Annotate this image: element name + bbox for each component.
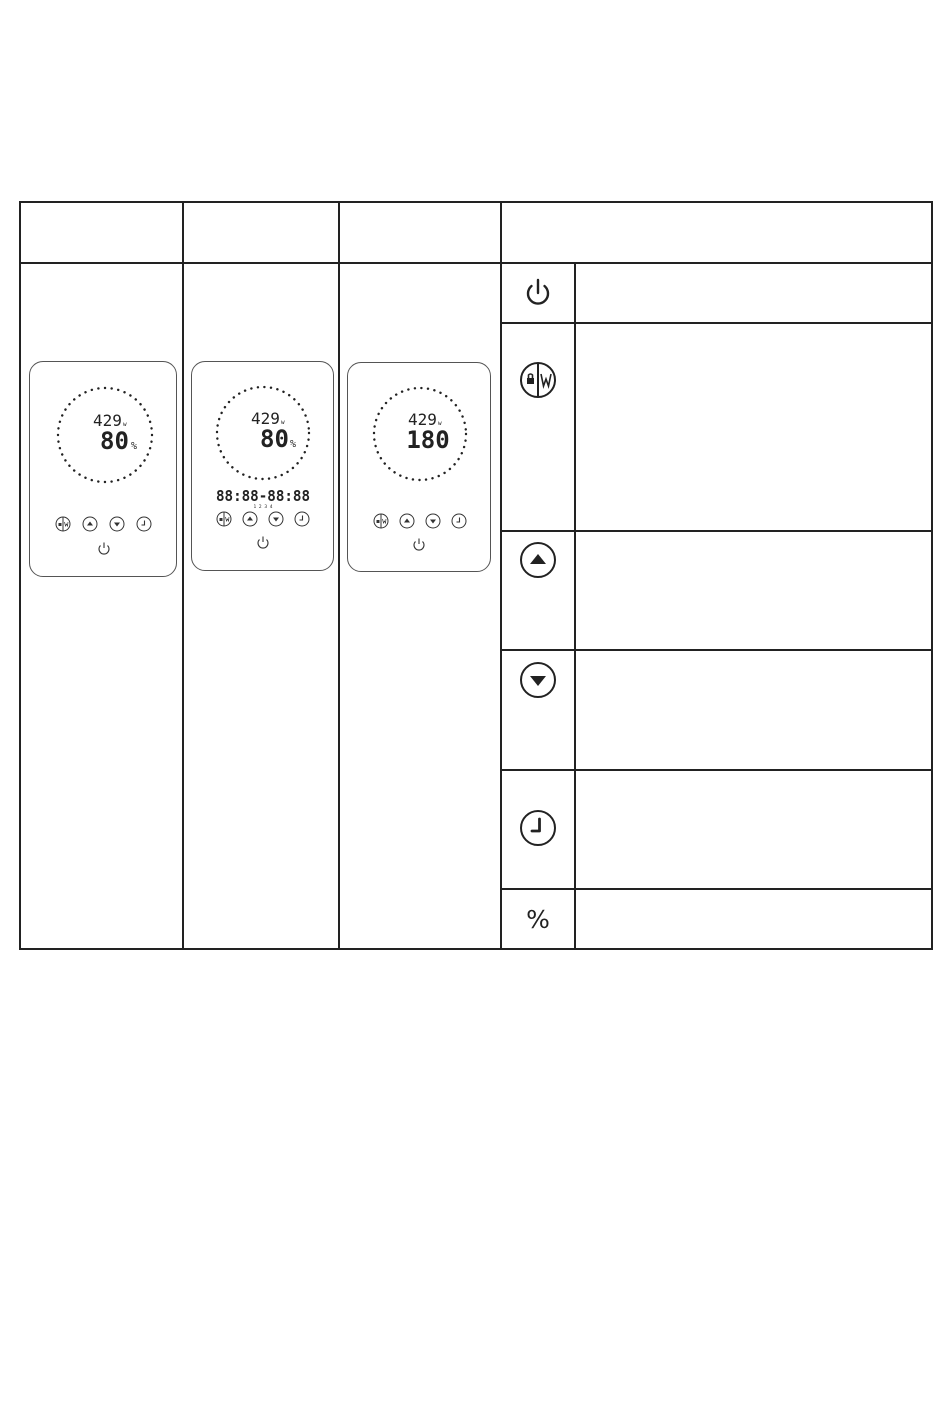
power-unit: w xyxy=(123,421,127,428)
legend-row-divider xyxy=(500,769,933,771)
power-icon[interactable] xyxy=(99,543,109,555)
header-divider xyxy=(19,262,933,264)
power-unit: w xyxy=(281,419,285,426)
main-unit: % xyxy=(290,439,297,450)
up-arrow-icon[interactable] xyxy=(83,517,97,531)
table-border-right xyxy=(931,201,933,950)
table-border-bottom xyxy=(19,948,933,950)
up-arrow-icon xyxy=(518,540,558,580)
legend-row-divider xyxy=(500,649,933,651)
main-reading: 80 xyxy=(260,425,289,453)
control-panel-1 xyxy=(29,361,177,577)
table-border-top xyxy=(19,201,933,203)
control-panel-2 xyxy=(191,361,334,571)
legend-percent-cell xyxy=(502,890,574,948)
power-reading: 429 xyxy=(408,410,437,429)
main-unit: % xyxy=(131,441,138,452)
column-divider-1 xyxy=(182,201,184,950)
power-reading: 429 xyxy=(251,409,280,428)
clock-icon[interactable] xyxy=(137,517,151,531)
lock-window-icon xyxy=(518,360,558,400)
up-arrow-icon[interactable] xyxy=(400,514,414,528)
legend-icon-divider xyxy=(574,262,576,950)
legend-row-divider xyxy=(500,322,933,324)
control-panel-3 xyxy=(347,362,491,572)
down-arrow-icon xyxy=(518,660,558,700)
power-unit: w xyxy=(438,420,442,427)
clock-icon[interactable] xyxy=(295,512,309,526)
up-arrow-icon[interactable] xyxy=(243,512,257,526)
main-reading: 80 xyxy=(100,427,129,455)
power-icon xyxy=(522,277,554,309)
power-icon[interactable] xyxy=(258,537,268,549)
clock-icon xyxy=(518,808,558,848)
down-arrow-icon[interactable] xyxy=(426,514,440,528)
lock-window-icon[interactable] xyxy=(56,517,70,531)
legend-power-cell xyxy=(502,264,574,322)
lock-window-icon[interactable] xyxy=(217,512,231,526)
table-border-left xyxy=(19,201,21,950)
column-divider-2 xyxy=(338,201,340,950)
power-reading: 429 xyxy=(93,411,122,430)
legend-up-cell xyxy=(502,540,574,580)
legend-lock-cell xyxy=(502,352,574,408)
legend-down-cell xyxy=(502,660,574,700)
down-arrow-icon[interactable] xyxy=(269,512,283,526)
percent-icon: % xyxy=(526,904,550,934)
legend-clock-cell xyxy=(502,808,574,848)
main-reading: 180 xyxy=(406,426,450,454)
down-arrow-icon[interactable] xyxy=(110,517,124,531)
clock-icon[interactable] xyxy=(452,514,466,528)
time-display: 88:88-88:88 xyxy=(216,487,310,505)
period-indicators: 1 2 3 4 xyxy=(253,505,273,510)
power-icon[interactable] xyxy=(414,539,424,551)
lock-window-icon[interactable] xyxy=(374,514,388,528)
legend-row-divider xyxy=(500,530,933,532)
